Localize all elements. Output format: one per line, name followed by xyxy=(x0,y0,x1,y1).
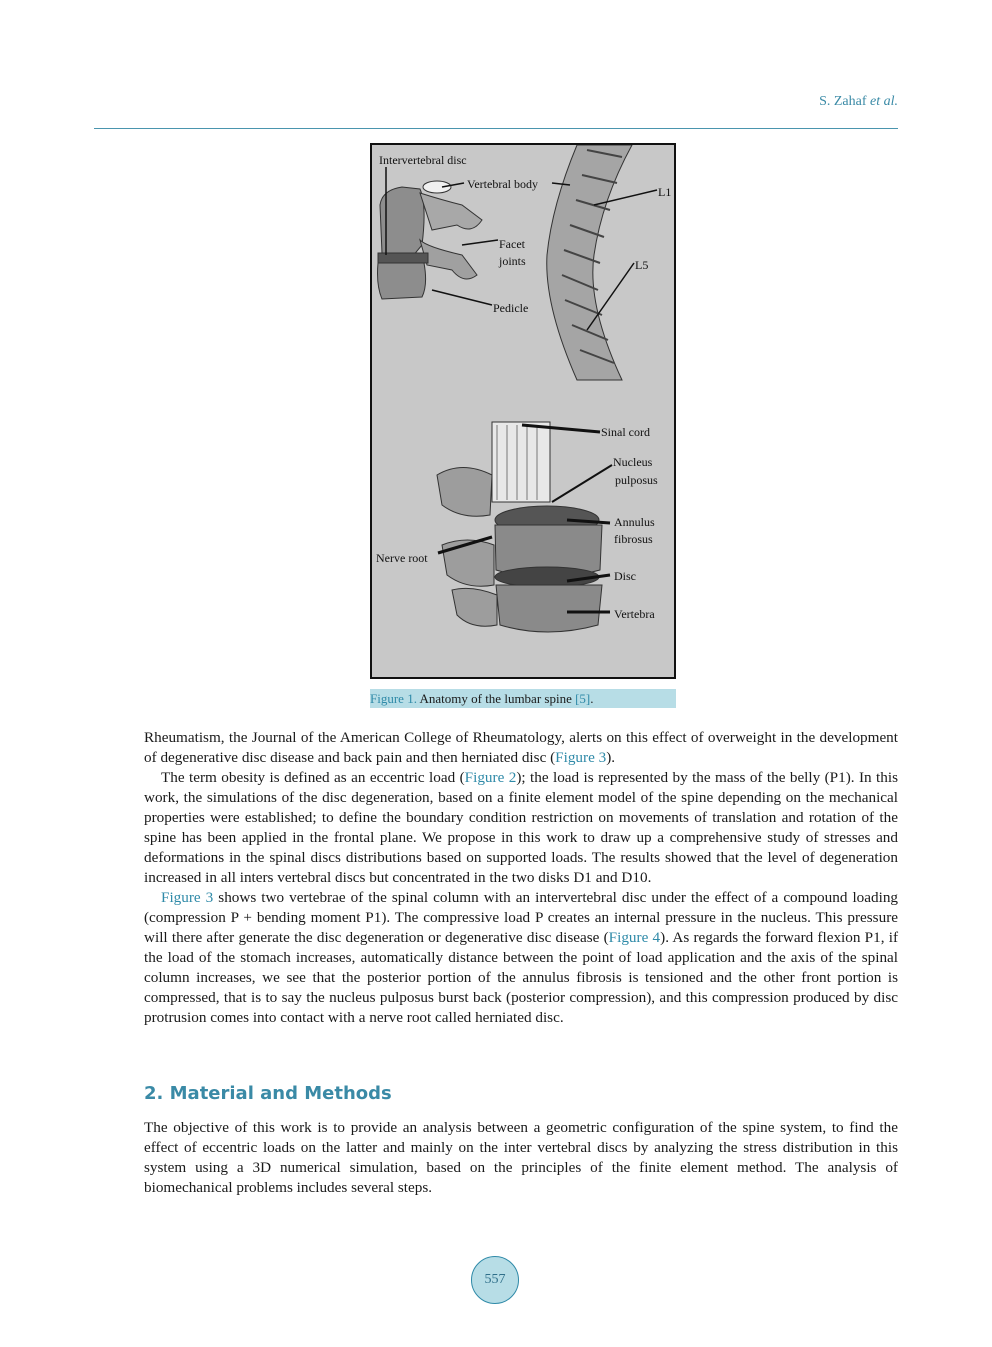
header-rule xyxy=(94,128,898,129)
paragraph-3 xyxy=(144,888,898,1028)
body-paragraphs xyxy=(144,728,898,1028)
figure-anatomy xyxy=(370,143,676,679)
label-nerve-root: Nerve root xyxy=(376,551,428,565)
spine-illustration xyxy=(372,145,674,677)
p2-text-b: ); the load is represented by the mass of the belly (P1). In this work, the simulations of the disc degeneration, based on a finite element model of the spine depending on the mechanical properties were established; to define the boundary condition restriction on movements of translation and rotation of the spine has been applied in the frontal plane. We propose in this work to draw up a comprehensive study of stresses and deformations in the spinal discs distributions based on supported loads. The results showed that the level of degeneration increased in all inters vertebral discs but concentrated in the two disks D1 and D10. xyxy=(144,769,898,886)
caption-figure-number[interactable]: Figure 1. xyxy=(370,691,417,706)
label-l1: L1 xyxy=(658,185,672,199)
xref-figure-4[interactable]: Figure 4 xyxy=(608,929,661,946)
p2-text-a: The term obesity is defined as an eccentric load ( xyxy=(161,769,465,786)
section-text: The objective of this work is to provide an analysis between a geometric configuration of the spine system, to find the effect of eccentric loads on the latter and mainly on the inter vertebral discs by analyzing the stress distribution in this system using a 3D numerical simulation, based on the principles of the finite element method. The analysis of biomechanical problems includes several steps. xyxy=(144,1119,898,1196)
label-intervertebral-disc: Intervertebral disc xyxy=(379,153,467,167)
p3-text-a: shows two vertebrae of the spinal column with an intervertebral disc under the effect of a compound loading (compression P + bending moment P1). The compressive load P creates an internal pressure in the nucleus. This pressure will there after generate the disc degeneration or degenerative disc disease ( xyxy=(144,889,899,946)
label-facet: Facet xyxy=(499,237,525,251)
figure-caption xyxy=(370,689,676,708)
xref-figure-3[interactable]: Figure 3 xyxy=(555,749,607,766)
label-nucleus: Nucleus xyxy=(613,455,653,469)
lower-vertebrae-drawing xyxy=(437,422,602,632)
caption-reference[interactable]: [5] xyxy=(575,691,591,706)
caption-end: . xyxy=(590,691,594,706)
label-pedicle: Pedicle xyxy=(493,301,529,315)
xref-figure-3-second[interactable]: Figure 3 xyxy=(161,889,214,906)
label-sinal-cord: Sinal cord xyxy=(601,425,650,439)
p1-text-b: ). xyxy=(606,749,616,766)
label-fibrosus: fibrosus xyxy=(614,532,653,546)
running-head xyxy=(819,94,898,110)
label-pulposus: pulposus xyxy=(615,473,658,487)
vertebra-pair-drawing xyxy=(378,181,483,299)
caption-text: Anatomy of the lumbar spine xyxy=(416,691,576,706)
page-number: 557 xyxy=(471,1256,519,1304)
xref-figure-2[interactable]: Figure 2 xyxy=(464,769,517,786)
p1-text-a: Rheumatism, the Journal of the American College of Rheumatology, alerts on this effect of overweight in the development of degenerative disc disease and back pain and then herniated disc ( xyxy=(144,729,898,766)
label-l5: L5 xyxy=(635,258,649,272)
label-vertebra: Vertebra xyxy=(614,607,655,621)
author-etal: et al. xyxy=(870,94,898,109)
label-joints: joints xyxy=(499,254,526,268)
spine-column-drawing xyxy=(547,145,632,380)
paragraph-2 xyxy=(144,768,898,888)
label-annulus: Annulus xyxy=(614,515,655,529)
p3-text-b: ). As regards the forward flexion P1, if the load of the stomach increases, automatically distance between the point of load application and the axis of the spinal column increases, we see that the posterior portion of the annulus fibrosis is tensioned and the other front portion is compressed, that is to say the nucleus pulposus burst back (posterior compression), and this compression produced by disc protrusion comes into contact with a nerve root called herniated disc. xyxy=(144,929,899,1026)
label-vertebral-body: Vertebral body xyxy=(467,177,538,191)
section-heading: 2. Material and Methods xyxy=(144,1083,392,1104)
label-disc: Disc xyxy=(614,569,636,583)
paragraph-1 xyxy=(144,728,898,768)
author-name: S. Zahaf xyxy=(819,94,867,109)
section-paragraph xyxy=(144,1118,898,1198)
